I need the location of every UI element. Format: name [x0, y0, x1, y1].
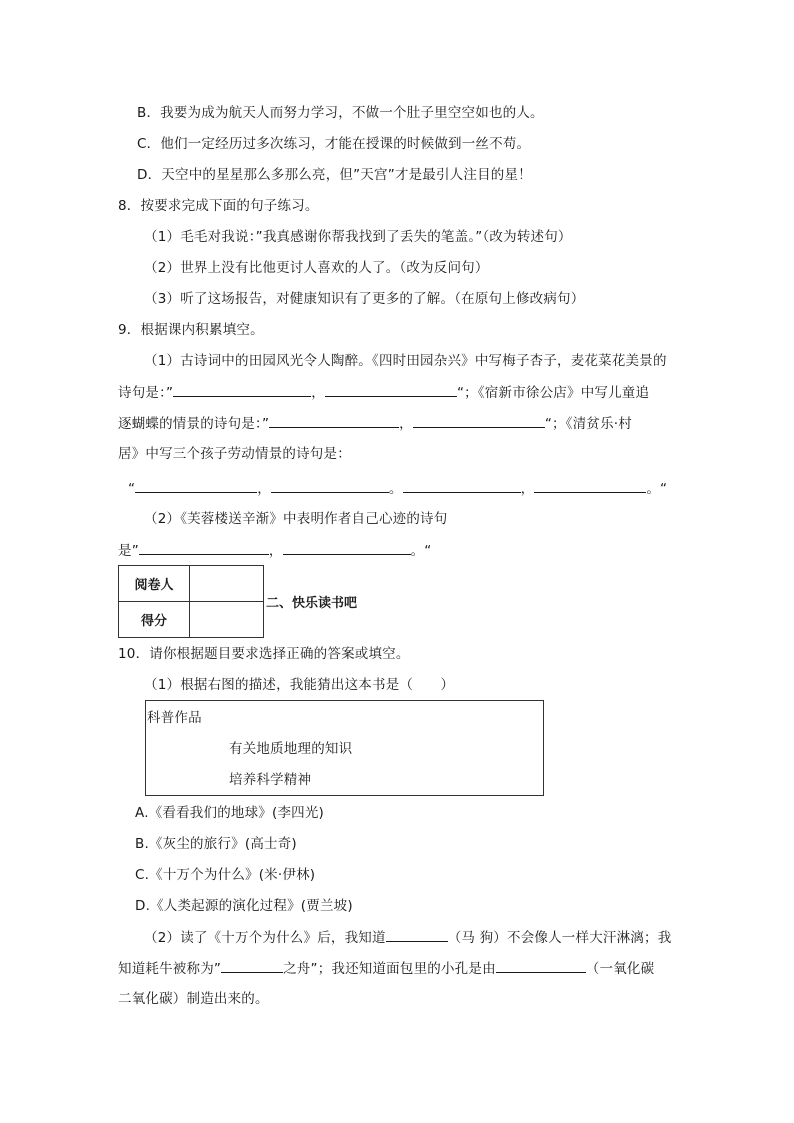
q10-title: 10．请你根据题目要求选择正确的答案或填空。 [118, 646, 410, 662]
gas-blank[interactable] [496, 958, 586, 973]
animal-blank[interactable] [386, 927, 448, 942]
box-line-1: 科普作品 [147, 710, 202, 726]
q9-p1-line5-e: 。“ [646, 481, 668, 497]
q9-p1-line5-d: ， [520, 481, 535, 497]
q9-title: 9．根据课内积累填空。 [118, 322, 264, 338]
q10-option-c: C.《十万个为什么》(米·伊林) [135, 867, 316, 883]
poem-blank-2[interactable] [325, 382, 457, 397]
poem-blank-7[interactable] [403, 478, 521, 493]
q9-p2-line2-c: 。“ [410, 543, 432, 559]
q9-p1-line3 [118, 413, 632, 434]
poem-blank-3[interactable] [269, 413, 399, 428]
q10-option-a: A.《看看我们的地球》(李四光) [135, 805, 325, 821]
q9-p1-line5-c: 。 [388, 481, 403, 497]
q10-p1: （1）根据右图的描述，我能猜出这本书是（ ） [144, 677, 455, 693]
poem-blank-4[interactable] [413, 413, 545, 428]
q8-item-3: （3）听了这场报告，对健康知识有了更多的了解。（在原句上修改病句） [144, 291, 585, 307]
box-line-3: 培养科学精神 [229, 772, 312, 788]
q9-p1-line5-b: ， [257, 481, 271, 497]
book-description-box [145, 700, 544, 796]
q9-p1-line2 [118, 382, 649, 403]
score-cell[interactable] [190, 602, 264, 638]
poem-blank-6[interactable] [271, 478, 389, 493]
q9-p1-line5 [128, 478, 667, 499]
box-line-2: 有关地质地理的知识 [229, 741, 353, 757]
yak-blank[interactable] [221, 958, 283, 973]
poem-blank-5[interactable] [135, 478, 257, 493]
q9-p1-line2-a: 诗句是：” [118, 385, 174, 401]
q7-option-b: B．我要为成为航天人而努力学习，不做一个肚子里空空如也的人。 [137, 105, 544, 121]
q10-p2-line1-a: （2）读了《十万个为什么》后，我知道 [144, 930, 386, 946]
q9-p1-line2-b: ， [311, 385, 325, 401]
q9-p1-line3-b: ， [399, 416, 413, 432]
poem-blank-1[interactable] [173, 382, 311, 397]
section-2-title: 二、快乐读书吧 [266, 596, 358, 611]
q9-p1-line2-c: “；《宿新市徐公店》中写儿童追 [456, 385, 650, 401]
q7-option-d: D．天空中的星星那么多那么亮，但”天宫”才是最引人注目的星！ [137, 167, 532, 183]
q9-p1-line5-a: “ [128, 481, 136, 497]
q10-p2-line1-b: （马 狗）不会像人一样大汗淋漓；我 [447, 930, 672, 946]
q10-option-b: B.《灰尘的旅行》(高士奇) [135, 836, 297, 852]
q10-p2-line2-b: 之舟”；我还知道面包里的小孔是由 [283, 961, 496, 977]
score-label: 得分 [119, 602, 190, 638]
score-table [118, 565, 264, 638]
q10-p2-line1 [144, 927, 671, 948]
poem-blank-9[interactable] [139, 540, 269, 555]
q8-title: 8．按要求完成下面的句子练习。 [118, 198, 319, 214]
reviewer-cell[interactable] [190, 566, 264, 602]
q10-p2-line2-c: （一氧化碳 [585, 961, 655, 977]
q9-p1-line3-a: 逐蝴蝶的情景的诗句是：” [118, 416, 270, 432]
q8-item-1: （1）毛毛对我说：”我真感谢你帮我找到了丢失的笔盖。”（改为转述句） [144, 229, 572, 245]
q8-item-2: （2）世界上没有比他更讨人喜欢的人了。（改为反问句） [144, 260, 489, 276]
q10-option-d: D.《人类起源的演化过程》(贾兰坡) [135, 898, 353, 914]
q10-p2-line2-a: 知道耗牛被称为” [118, 961, 222, 977]
q10-p2-line2 [118, 958, 654, 979]
q9-p1-line4: 居》中写三个孩子劳动情景的诗句是： [118, 446, 351, 462]
q9-p2-line2 [118, 540, 432, 561]
q9-p2-line2-b: ， [268, 543, 283, 559]
q9-p1-line1: （1）古诗词中的田园风光令人陶醉。《四时田园杂兴》中写梅子杏子，麦花菜花美景的 [144, 353, 667, 369]
poem-blank-10[interactable] [283, 540, 411, 555]
q9-p1-line3-c: “；《清贫乐·村 [544, 416, 632, 432]
q7-option-c: C．他们一定经历过多次练习，才能在授课的时候做到一丝不苟。 [137, 136, 531, 152]
poem-blank-8[interactable] [534, 478, 646, 493]
q9-p2-line1: （2）《芙蓉楼送辛渐》中表明作者自己心迹的诗句 [144, 511, 448, 527]
reviewer-label: 阅卷人 [119, 566, 190, 602]
q9-p2-line2-a: 是” [118, 543, 139, 559]
q10-p2-line3: 二氧化碳）制造出来的。 [118, 991, 269, 1007]
